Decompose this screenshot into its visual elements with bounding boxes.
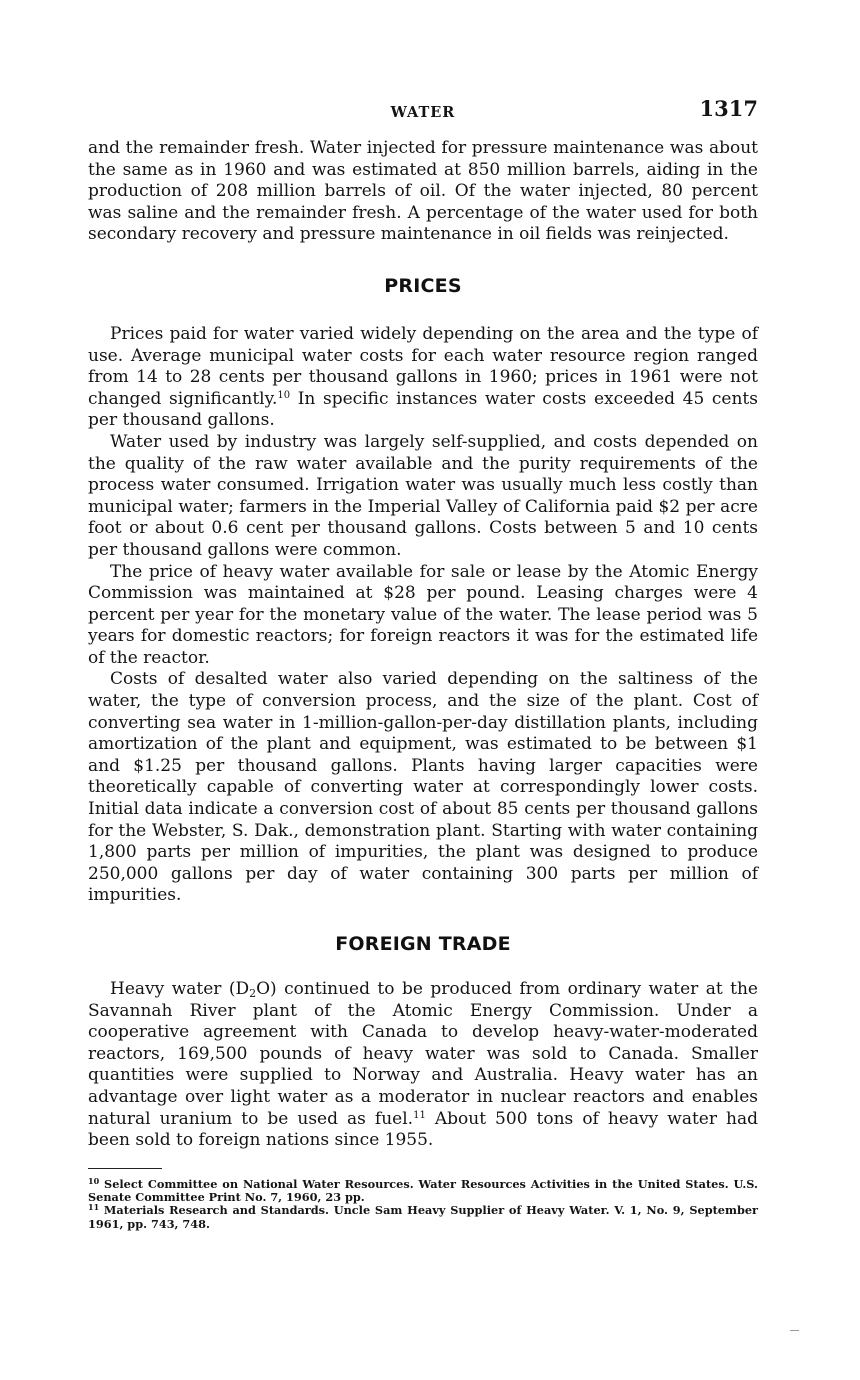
section-heading-prices: PRICES [384, 274, 462, 297]
section-heading-foreign-trade: FOREIGN TRADE [335, 933, 511, 955]
running-header [88, 96, 758, 126]
prices-paragraph-4: Costs of desalted water also varied depending on the saltiness of the water, the type of conversion process, and the size of the plant. Cost of converting sea water in 1-million-gallon-per-day distillation plants, including amortization of the plant and equipment, was estimated to be between $1 and $1.25 per thousand gallons. Plants having larger capacities were theoretically capable of converting water at correspondingly lower costs. Initial data indicate a conversion cost of about 85 cents per thousand gallons for the Webster, S. Dak., demonstration plant. Starting with water containing 1,800 parts per million of impurities, the plant was designed to produce 250,000 gallons per day of water containing 300 parts per million of impurities. [88, 669, 758, 906]
footnote-11-text: Materials Research and Standards. Uncle Sam Heavy Supplier of Heavy Water. V. 1, No. 9, September 1961, pp. 743, 748. [88, 1203, 758, 1231]
footnote-11 [88, 1204, 758, 1231]
body-text [88, 138, 758, 1231]
document-page [88, 96, 758, 1231]
prices-p1-text-cont: In specific instances water costs exceeded 45 cents per thousand gallons. [88, 388, 758, 431]
footnote-10-mark: 10 [88, 1175, 100, 1186]
subscript-2: 2 [249, 987, 257, 1000]
scan-edge-mark [790, 1330, 799, 1331]
footnote-11-mark: 11 [88, 1202, 100, 1213]
footnote-ref-10: 10 [277, 389, 291, 401]
trade-text-tail: About 500 tons of heavy water had been sold to foreign nations since 1955. [88, 1108, 758, 1151]
footnote-ref-11: 11 [413, 1109, 426, 1121]
prices-paragraph-3: The price of heavy water available for sale or lease by the Atomic Energy Commission was maintained at $28 per pound. Leasing charges were 4 percent per year for the monetary value of the water. The lease period was 5 years for domestic reactors; for foreign reactors it was for the estimated life of the reactor. [88, 561, 758, 668]
footnote-10-text: Select Committee on National Water Resources. Water Resources Activities in the United States. U.S. Senate Committee Print No. 7, 1960, 23 pp. [88, 1176, 758, 1205]
trade-text-mid: O) continued to be produced from ordinary water at the Savannah River plant of the Atomic Energy Commission. Under a cooperative agreement with Canada to develop heavy-water-moderated reactors, 169,500 pounds of heavy water was sold to Canada. Smaller quantities were supplied to Norway and Australia. Heavy water has an advantage over light water as a moderator in nuclear reactors and enables natural uranium to be used as fuel. [88, 979, 758, 1129]
foreign-trade-paragraph [88, 979, 758, 1152]
prices-p1-text: Prices paid for water varied widely depending on the area and the type of use. Average municipal water costs for each water resource region ranged from 14 to 28 cents per thousand gallons in 1960; prices in 1961 were not changed significantly. [88, 323, 758, 409]
footnote-divider [88, 1168, 162, 1169]
running-title: WATER [390, 104, 456, 121]
page-number: 1317 [699, 96, 758, 121]
continuation-paragraph: and the remainder fresh. Water injected for pressure maintenance was about the same as in 1960 and was estimated at 850 million barrels, aiding in the production of 208 million barrels of oil. Of the water injected, 80 percent was saline and the remainder fresh. A percentage of the water used for both secondary recovery and pressure maintenance in oil fields was reinjected. [88, 138, 758, 245]
prices-paragraph-2: Water used by industry was largely self-supplied, and costs depended on the quality of the raw water available and the purity requirements of the process water consumed. Irrigation water was usually much less costly than municipal water; farmers in the Imperial Valley of California paid $2 per acre foot or about 0.6 cent per thousand gallons. Costs between 5 and 10 cents per thousand gallons were common. [88, 431, 758, 560]
prices-paragraph-1 [88, 324, 758, 432]
footnote-10 [88, 1175, 758, 1205]
trade-text-lead: Heavy water (D [110, 979, 250, 999]
